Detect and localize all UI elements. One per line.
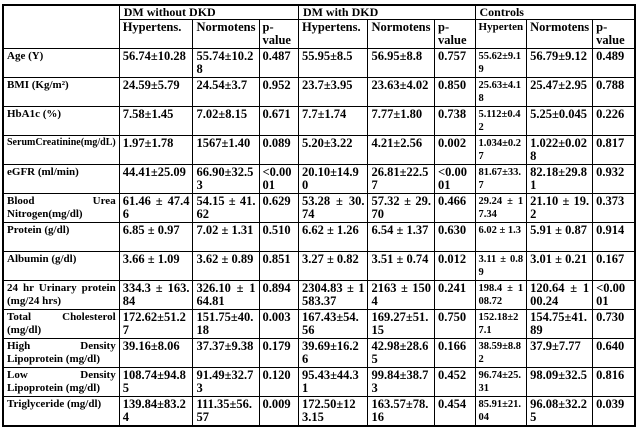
value-cell: 82.18±29.81 xyxy=(527,165,593,194)
subheader-dmwo-hypertens: Hypertens. xyxy=(119,20,193,49)
subheader-dmw-normotens: Normotens xyxy=(368,20,435,49)
p-value-cell: 0.012 xyxy=(435,252,476,281)
parameter-label-cell: Low Density Lipoprotein (mg/dl) xyxy=(3,368,119,397)
value-cell: 3.62 ± 0.89 xyxy=(193,252,259,281)
p-value-cell: 0.510 xyxy=(259,223,298,252)
table-row xyxy=(3,78,635,107)
value-cell: 152.18±27.1 xyxy=(475,310,527,339)
value-cell: 25.47±2.95 xyxy=(527,78,593,107)
value-cell: 7.02±8.15 xyxy=(193,107,259,136)
value-cell: 5.91 ± 0.87 xyxy=(527,223,593,252)
value-cell: 29.24 ± 17.34 xyxy=(475,194,527,223)
value-cell: 167.43±54.56 xyxy=(298,310,368,339)
parameter-label-cell: HbA1c (%) xyxy=(3,107,119,136)
parameter-label-cell: eGFR (ml/min) xyxy=(3,165,119,194)
value-cell: 57.32 ± 29.70 xyxy=(368,194,435,223)
value-cell: 1.034±0.27 xyxy=(475,136,527,165)
value-cell: 3.51 ± 0.74 xyxy=(368,252,435,281)
p-value-cell: 0.452 xyxy=(435,368,476,397)
value-cell: 6.62 ± 1.26 xyxy=(298,223,368,252)
p-value-cell: 0.816 xyxy=(593,368,635,397)
value-cell: 39.69±16.26 xyxy=(298,339,368,368)
p-value-cell: 0.166 xyxy=(435,339,476,368)
subheader-controls-normotens: Normotens xyxy=(527,20,593,49)
value-cell: 172.62±51.27 xyxy=(119,310,193,339)
value-cell: 7.02 ± 1.31 xyxy=(193,223,259,252)
parameter-label-cell: Protein (g/dl) xyxy=(3,223,119,252)
value-cell: 7.58±1.45 xyxy=(119,107,193,136)
value-cell: 39.16±8.06 xyxy=(119,339,193,368)
group-header-controls: Controls xyxy=(475,5,635,20)
value-cell: 7.7±1.74 xyxy=(298,107,368,136)
value-cell: 3.66 ± 1.09 xyxy=(119,252,193,281)
parameter-label-cell: High Density Lipoprotein (mg/dl) xyxy=(3,339,119,368)
subheader-dmwo-p-value: p-value xyxy=(259,20,298,49)
p-value-cell: 0.487 xyxy=(259,49,298,78)
p-value-cell: 0.932 xyxy=(593,165,635,194)
subheader-dmw-p-value: p-value xyxy=(435,20,476,49)
value-cell: 154.75±41.89 xyxy=(527,310,593,339)
parameter-label-cell: Blood Urea Nitrogen(mg/dl) xyxy=(3,194,119,223)
p-value-cell: 0.466 xyxy=(435,194,476,223)
value-cell: 108.74±94.85 xyxy=(119,368,193,397)
clinical-characteristics-table xyxy=(2,4,636,427)
value-cell: 1567±1.40 xyxy=(193,136,259,165)
group-header-row xyxy=(3,5,635,20)
subheader-dmwo-normotens: Normotens xyxy=(193,20,259,49)
parameter-label-cell: Albumin (g/dl) xyxy=(3,252,119,281)
parameter-label-cell: BMI (Kg/m²) xyxy=(3,78,119,107)
value-cell: 24.59±5.79 xyxy=(119,78,193,107)
value-cell: 26.81±22.57 xyxy=(368,165,435,194)
value-cell: 4.21±2.56 xyxy=(368,136,435,165)
p-value-cell: <0.0001 xyxy=(435,165,476,194)
p-value-cell: 0.454 xyxy=(435,397,476,427)
p-value-cell: 0.241 xyxy=(435,281,476,310)
table-row xyxy=(3,107,635,136)
value-cell: 21.10 ± 19.2 xyxy=(527,194,593,223)
value-cell: 38.59±8.82 xyxy=(475,339,527,368)
subheader-controls-hypertens: Hyperten xyxy=(475,20,527,49)
value-cell: 85.91±21.04 xyxy=(475,397,527,427)
value-cell: 151.75±40.18 xyxy=(193,310,259,339)
subheader-dmw-hypertens: Hypertens. xyxy=(298,20,368,49)
p-value-cell: 0.952 xyxy=(259,78,298,107)
value-cell: 2163 ± 1504 xyxy=(368,281,435,310)
value-cell: 66.90±32.53 xyxy=(193,165,259,194)
value-cell: 55.62±9.19 xyxy=(475,49,527,78)
group-header-dm-without-dkd: DM without DKD xyxy=(119,5,298,20)
value-cell: 37.9±7.77 xyxy=(527,339,593,368)
table-row xyxy=(3,49,635,78)
value-cell: 91.49±32.73 xyxy=(193,368,259,397)
value-cell: 23.7±3.95 xyxy=(298,78,368,107)
value-cell: 54.15 ± 41.62 xyxy=(193,194,259,223)
value-cell: 24.54±3.7 xyxy=(193,78,259,107)
p-value-cell: 0.817 xyxy=(593,136,635,165)
value-cell: 1.97±1.78 xyxy=(119,136,193,165)
table-row xyxy=(3,368,635,397)
value-cell: 169.27±51.15 xyxy=(368,310,435,339)
p-value-cell: 0.489 xyxy=(593,49,635,78)
p-value-cell: 0.750 xyxy=(435,310,476,339)
value-cell: 37.37±9.38 xyxy=(193,339,259,368)
value-cell: 96.74±25.31 xyxy=(475,368,527,397)
value-cell: 98.09±32.5 xyxy=(527,368,593,397)
p-value-cell: 0.788 xyxy=(593,78,635,107)
value-cell: 6.54 ± 1.37 xyxy=(368,223,435,252)
value-cell: 3.27 ± 0.82 xyxy=(298,252,368,281)
p-value-cell: 0.851 xyxy=(259,252,298,281)
value-cell: 81.67±33.7 xyxy=(475,165,527,194)
p-value-cell: 0.629 xyxy=(259,194,298,223)
value-cell: 44.41±25.09 xyxy=(119,165,193,194)
value-cell: 326.10 ± 164.81 xyxy=(193,281,259,310)
p-value-cell: 0.894 xyxy=(259,281,298,310)
value-cell: 6.85 ± 0.97 xyxy=(119,223,193,252)
value-cell: 6.02 ± 1.3 xyxy=(475,223,527,252)
value-cell: 42.98±28.65 xyxy=(368,339,435,368)
value-cell: 1.022±0.028 xyxy=(527,136,593,165)
table-row xyxy=(3,194,635,223)
value-cell: 139.84±83.24 xyxy=(119,397,193,427)
p-value-cell: 0.120 xyxy=(259,368,298,397)
p-value-cell: 0.640 xyxy=(593,339,635,368)
value-cell: 20.10±14.90 xyxy=(298,165,368,194)
value-cell: 198.4 ± 108.72 xyxy=(475,281,527,310)
value-cell: 111.35±56.57 xyxy=(193,397,259,427)
p-value-cell: 0.730 xyxy=(593,310,635,339)
value-cell: 96.08±32.25 xyxy=(527,397,593,427)
value-cell: 56.74±10.28 xyxy=(119,49,193,78)
corner-cell xyxy=(3,5,119,49)
p-value-cell: 0.002 xyxy=(435,136,476,165)
p-value-cell: 0.226 xyxy=(593,107,635,136)
table-row xyxy=(3,165,635,194)
value-cell: 334.3 ± 163.84 xyxy=(119,281,193,310)
value-cell: 56.95±8.8 xyxy=(368,49,435,78)
value-cell: 95.43±44.31 xyxy=(298,368,368,397)
value-cell: 55.74±10.28 xyxy=(193,49,259,78)
table-body xyxy=(3,49,635,427)
p-value-cell: 0.630 xyxy=(435,223,476,252)
value-cell: 163.57±78.16 xyxy=(368,397,435,427)
p-value-cell: 0.089 xyxy=(259,136,298,165)
value-cell: 5.112±0.42 xyxy=(475,107,527,136)
p-value-cell: 0.671 xyxy=(259,107,298,136)
p-value-cell: 0.914 xyxy=(593,223,635,252)
p-value-cell: 0.850 xyxy=(435,78,476,107)
value-cell: 120.64 ± 100.24 xyxy=(527,281,593,310)
value-cell: 55.95±8.5 xyxy=(298,49,368,78)
p-value-cell: 0.179 xyxy=(259,339,298,368)
value-cell: 23.63±4.02 xyxy=(368,78,435,107)
value-cell: 56.79±9.12 xyxy=(527,49,593,78)
p-value-cell: 0.167 xyxy=(593,252,635,281)
p-value-cell: 0.757 xyxy=(435,49,476,78)
parameter-label-cell: 24 hr Urinary protein (mg/24 hrs) xyxy=(3,281,119,310)
value-cell: 7.77±1.80 xyxy=(368,107,435,136)
value-cell: 5.25±0.045 xyxy=(527,107,593,136)
value-cell: 172.50±123.15 xyxy=(298,397,368,427)
subheader-controls-p-value: p-value xyxy=(593,20,635,49)
table-row xyxy=(3,223,635,252)
value-cell: 99.84±38.73 xyxy=(368,368,435,397)
p-value-cell: <0.0001 xyxy=(593,281,635,310)
parameter-label-cell: Triglyceride (mg/dl) xyxy=(3,397,119,427)
value-cell: 3.11 ± 0.89 xyxy=(475,252,527,281)
value-cell: 2304.83 ± 1583.37 xyxy=(298,281,368,310)
table-header xyxy=(3,5,635,49)
group-header-dm-with-dkd: DM with DKD xyxy=(298,5,475,20)
table-row xyxy=(3,281,635,310)
value-cell: 25.63±4.18 xyxy=(475,78,527,107)
value-cell: 61.46 ± 47.46 xyxy=(119,194,193,223)
p-value-cell: 0.373 xyxy=(593,194,635,223)
parameter-label-cell: Age (Y) xyxy=(3,49,119,78)
p-value-cell: 0.039 xyxy=(593,397,635,427)
p-value-cell: 0.738 xyxy=(435,107,476,136)
table-row xyxy=(3,136,635,165)
table-row xyxy=(3,310,635,339)
value-cell: 5.20±3.22 xyxy=(298,136,368,165)
p-value-cell: 0.009 xyxy=(259,397,298,427)
parameter-label-cell: SerumCreatinine(mg/dL) xyxy=(3,136,119,165)
value-cell: 53.28 ± 30.74 xyxy=(298,194,368,223)
p-value-cell: 0.003 xyxy=(259,310,298,339)
table-row xyxy=(3,252,635,281)
table-row xyxy=(3,339,635,368)
parameter-label-cell: Total Cholesterol (mg/dl) xyxy=(3,310,119,339)
page xyxy=(0,4,636,426)
value-cell: 3.01 ± 0.21 xyxy=(527,252,593,281)
p-value-cell: <0.0001 xyxy=(259,165,298,194)
